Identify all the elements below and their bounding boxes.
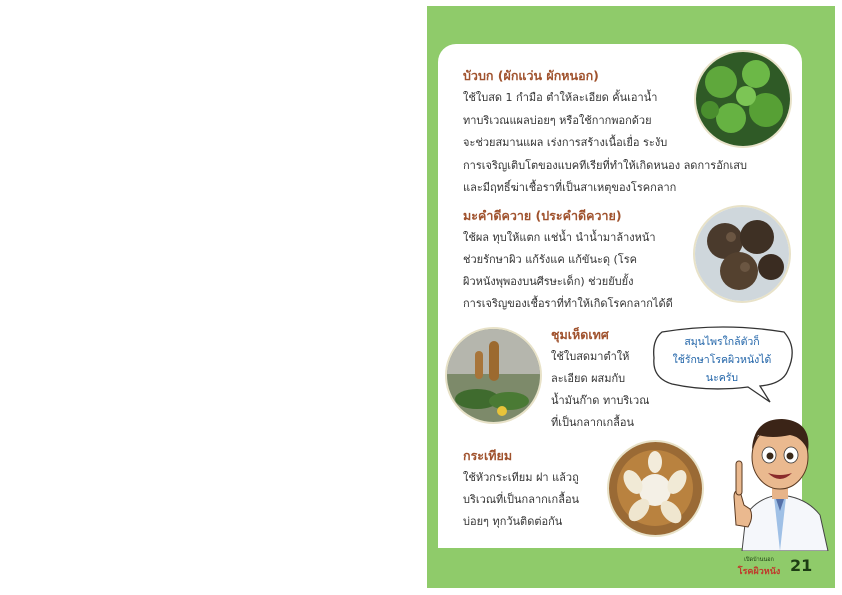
garlic-photo	[607, 440, 704, 537]
logo-line-2: โรคผิวหนัง	[737, 567, 781, 577]
section-line: บริเวณที่เป็นกลากเกลื้อน	[463, 493, 580, 506]
section-line: ช่วยรักษาผิว แก้รังแค แก้ขันะดุ (โรค	[463, 253, 637, 266]
doctor-mascot-illustration	[728, 405, 832, 551]
section-line: น้ำมันก๊าด ทาบริเวณ	[551, 394, 650, 407]
section-line: และมีฤทธิ์ฆ่าเชื้อราที่เป็นสาเหตุของโรคกลาก	[463, 181, 677, 194]
section-line: การเจริญเติบโตของแบคทีเรียที่ทำให้เกิดหนอง ลดการอักเสบ	[463, 159, 747, 172]
bubble-line: นะครับ	[705, 372, 739, 384]
bubble-line: ใช้รักษาโรคผิวหนังได้	[672, 354, 772, 366]
section-line: ทาบริเวณแผลบ่อยๆ หรือใช้กากพอกด้วย	[463, 114, 652, 127]
section-line: ที่เป็นกลากเกลื้อน	[551, 416, 635, 429]
section-line: ใช้ผล ทุบให้แตก แช่น้ำ นำน้ำมาล้างหน้า	[463, 231, 656, 244]
section-title-chum-het-thet: ชุมเห็ดเทศ	[551, 327, 609, 342]
section-line: ละเอียด ผสมกับ	[551, 372, 626, 385]
section-line: ผิวหนังพุพองบนศีรษะเด็ก) ช่วยยับยั้ง	[463, 275, 634, 288]
section-title-krathiam: กระเทียม	[463, 448, 513, 463]
candle-bush-photo	[445, 327, 542, 424]
logo-line-1: เปิดบ้านนอก	[744, 557, 774, 563]
page-number: 21	[790, 556, 813, 575]
section-line: ใช้ใบสดมาตำให้	[551, 350, 630, 363]
pennywort-leaves-photo	[694, 50, 792, 148]
bubble-line: สมุนไพรใกล้ตัวก็	[684, 336, 760, 348]
section-line: การเจริญของเชื้อราที่ทำให้เกิดโรคกลากได้ดี	[463, 297, 673, 310]
section-line: บ่อยๆ ทุกวันติดต่อกัน	[463, 515, 563, 528]
book-logo	[733, 556, 785, 578]
section-title-bua-bok: บัวบก (ผักแว่น ผักหนอก)	[463, 68, 599, 83]
section-line: ใช้หัวกระเทียม ฝา แล้วถู	[463, 471, 579, 484]
soapnut-fruit-photo	[693, 205, 791, 303]
section-title-ma-kham-di-khwai: มะคำดีควาย (ประคำดีควาย)	[463, 208, 622, 223]
section-line: ใช้ใบสด 1 กำมือ ตำให้ละเอียด คั้นเอาน้ำ	[463, 91, 658, 104]
section-line: จะช่วยสมานแผล เร่งการสร้างเนื้อเยื่อ ระงับ	[463, 136, 668, 149]
